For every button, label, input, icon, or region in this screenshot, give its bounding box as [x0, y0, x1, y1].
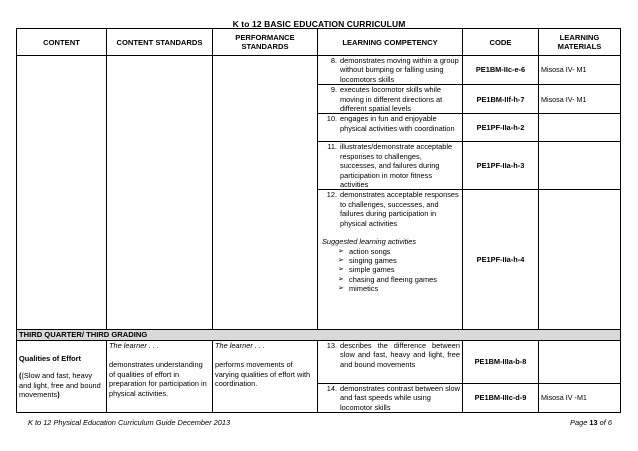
performance-standards-cell: [213, 340, 318, 412]
footer-page-number: [570, 418, 612, 427]
content-paren: ): [57, 390, 60, 400]
materials-cell: [539, 190, 621, 330]
page-prefix: Page: [570, 418, 590, 427]
footer-document-name: K to 12 Physical Education Curriculum Guide December 2013: [28, 418, 231, 427]
code-cell: PE1BM-IIIa-b-8: [463, 340, 539, 383]
competency-text: demonstrates contrast between slow and fast speeds while using locomotor skills: [340, 383, 460, 412]
code-cell: PE1BM-IIf-h-7: [463, 85, 539, 114]
competency-number: 8.: [330, 56, 337, 65]
header-performance-standards: PERFORMANCE STANDARDS: [213, 29, 318, 56]
code-cell: PE1PF-IIa-h-2: [463, 114, 539, 142]
content-cell: [17, 56, 107, 330]
competency-text: describes the difference between slow and fast, heavy and light, free and bound movements: [340, 340, 460, 369]
competency-cell: [318, 85, 463, 114]
competency-cell: [318, 142, 463, 190]
performance-standards-cell: [213, 56, 318, 330]
competency-text: demonstrates acceptable responses to challenges, successes, and failures during participation in physical activities: [340, 190, 459, 228]
content-standard-text: demonstrates understanding of qualities of effort in preparation for participation in physical activities.: [109, 360, 207, 398]
competency-number: 9.: [330, 85, 337, 95]
list-item: ➢ singing games: [338, 256, 460, 265]
table-header-row: [17, 29, 621, 56]
table-row: [17, 340, 621, 383]
learner-label: The learner . . .: [109, 340, 160, 350]
activities-list: [322, 247, 460, 294]
competency-cell: [318, 340, 463, 383]
competency-cell: [318, 114, 463, 142]
competency-text: demonstrates moving within a group without bumping or falling using locomotors skills: [340, 56, 459, 84]
list-item: ➢ mimetics: [338, 284, 460, 293]
content-cell: [17, 340, 107, 412]
competency-text: executes locomotor skills while moving in different directions at different spatial levels: [340, 85, 443, 114]
competency-number: 11.: [327, 142, 337, 152]
header-content: CONTENT: [17, 29, 107, 56]
content-standards-cell: [107, 340, 213, 412]
table-row: [17, 56, 621, 85]
competency-number: 14.: [326, 383, 337, 393]
learner-label-2: The learner . . .: [215, 340, 266, 350]
materials-cell: Misosa IV -M1: [539, 383, 621, 412]
content-standards-cell: [107, 56, 213, 330]
document-title: K to 12 BASIC EDUCATION CURRICULUM: [232, 19, 406, 29]
header-code: CODE: [463, 29, 539, 56]
suggested-activities-label: Suggested learning activities: [322, 237, 417, 247]
competency-number: 12.: [326, 190, 337, 200]
quarter-row: [17, 330, 621, 340]
competency-number: 13.: [326, 340, 337, 350]
page-number: 13: [589, 418, 598, 427]
header-learning-materials: LEARNING MATERIALS: [539, 29, 621, 56]
competency-text: illustrates/demonstrate acceptable responses to challenges, successes, and failures during participation in motor fitness activities: [340, 142, 453, 190]
competency-text: engages in fun and enjoyable physical activities with coordination: [340, 114, 455, 133]
code-cell: PE1BM-IIc-e-6: [463, 56, 539, 85]
list-item: ➢ simple games: [338, 265, 460, 274]
materials-cell: [539, 340, 621, 383]
quarter-heading: THIRD QUARTER/ THIRD GRADING: [17, 330, 621, 340]
competency-cell: [318, 190, 463, 330]
code-cell: PE1BM-IIIc-d-9: [463, 383, 539, 412]
code-cell: PE1PF-IIa-h-4: [463, 190, 539, 330]
content-subtitle-text: (Slow and fast, heavy and light, free and bound movements: [19, 371, 101, 400]
code-cell: PE1PF-IIa-h-3: [463, 142, 539, 190]
content-subtitle: ((Slow and fast, heavy and light, free and bound movements): [19, 371, 101, 400]
list-item: ➢ action songs: [338, 247, 460, 256]
competency-cell: [318, 383, 463, 412]
materials-cell: [539, 142, 621, 190]
materials-cell: Misosa IV- M1: [539, 85, 621, 114]
page-suffix: of 6: [597, 418, 612, 427]
competency-cell: [318, 56, 463, 85]
performance-standard-text: performs movements of varying qualities of effort with coordination.: [215, 360, 311, 389]
header-content-standards: CONTENT STANDARDS: [107, 29, 213, 56]
list-item: ➢ chasing and fleeing games: [338, 275, 460, 284]
content-title: Qualities of Effort: [19, 353, 82, 363]
header-learning-competency: LEARNING COMPETENCY: [318, 29, 463, 56]
competency-number: 10.: [326, 114, 337, 124]
materials-cell: [539, 114, 621, 142]
curriculum-table: [16, 28, 621, 413]
materials-cell: Misosa IV- M1: [539, 56, 621, 85]
